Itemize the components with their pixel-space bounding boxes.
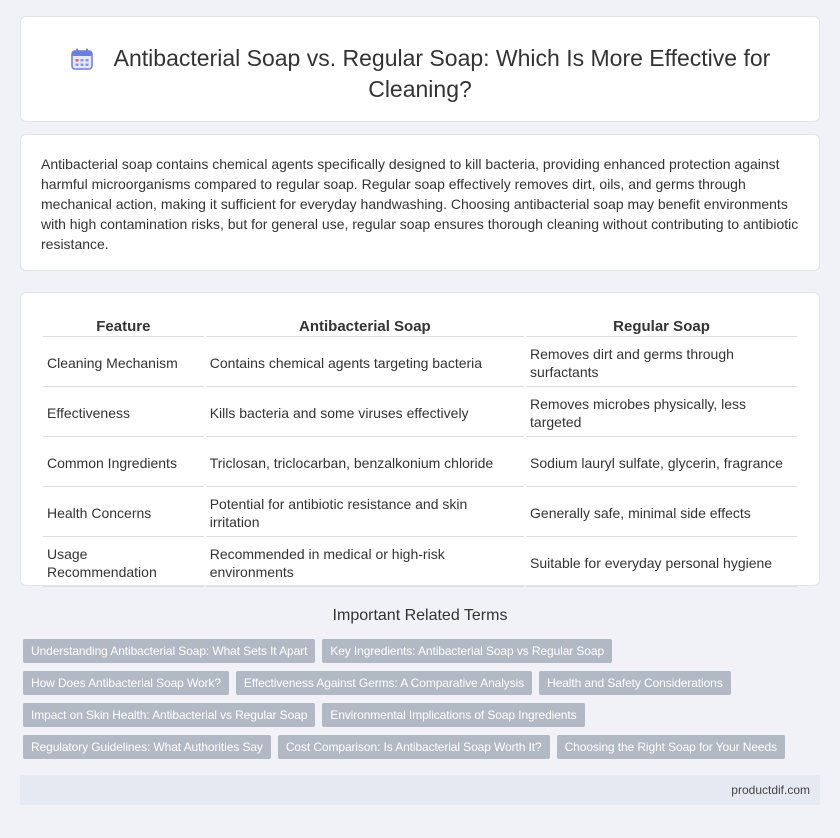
column-header-antibacterial: Antibacterial Soap [206, 316, 524, 337]
related-term-link[interactable]: Choosing the Right Soap for Your Needs [557, 735, 785, 759]
title-wrap [51, 43, 789, 104]
feature-cell: Cleaning Mechanism [43, 339, 204, 387]
related-terms-row [23, 703, 585, 727]
regular-cell: Suitable for everyday personal hygiene [526, 539, 797, 587]
regular-cell: Generally safe, minimal side effects [526, 489, 797, 537]
feature-cell: Usage Recommendation [43, 539, 204, 587]
antibacterial-cell: Triclosan, triclocarban, benzalkonium chloride [206, 439, 524, 487]
footer [20, 775, 820, 805]
related-term-link[interactable]: Effectiveness Against Germs: A Comparative Analysis [236, 671, 532, 695]
related-term-link[interactable]: Health and Safety Considerations [539, 671, 731, 695]
table-header-row [43, 316, 797, 337]
table-row [43, 339, 797, 387]
related-term-link[interactable]: How Does Antibacterial Soap Work? [23, 671, 229, 695]
table-row [43, 439, 797, 487]
table-row [43, 489, 797, 537]
related-term-link[interactable]: Cost Comparison: Is Antibacterial Soap Worth It? [278, 735, 550, 759]
page-title: Antibacterial Soap vs. Regular Soap: Which Is More Effective for Cleaning? [113, 45, 771, 102]
antibacterial-cell: Potential for antibiotic resistance and skin irritation [206, 489, 524, 537]
table-row [43, 389, 797, 437]
related-term-link[interactable]: Regulatory Guidelines: What Authorities Say [23, 735, 271, 759]
column-header-feature: Feature [43, 316, 204, 337]
antibacterial-cell: Contains chemical agents targeting bacteria [206, 339, 524, 387]
regular-cell: Removes microbes physically, less targeted [526, 389, 797, 437]
regular-cell: Sodium lauryl sulfate, glycerin, fragrance [526, 439, 797, 487]
feature-cell: Common Ingredients [43, 439, 204, 487]
header-card [20, 16, 820, 122]
intro-card [20, 134, 820, 271]
feature-cell: Health Concerns [43, 489, 204, 537]
comparison-table [41, 314, 799, 589]
related-terms-row [23, 735, 785, 759]
related-terms-row [23, 639, 612, 663]
calendar-icon [70, 47, 94, 71]
intro-paragraph: Antibacterial soap contains chemical agents specifically designed to kill bacteria, providing enhanced protection against harmful microorganisms compared to regular soap. Regular soap effectively removes dirt, oils, and germs through mechanical action, making it sufficient for everyday handwashing. Choosing antibacterial soap may benefit environments with high contamination risks, but for general use, regular soap ensures thorough cleaning without contributing to antibiotic resistance. [41, 156, 799, 252]
antibacterial-cell: Recommended in medical or high-risk environments [206, 539, 524, 587]
related-term-link[interactable]: Key Ingredients: Antibacterial Soap vs Regular Soap [322, 639, 612, 663]
related-term-link[interactable]: Impact on Skin Health: Antibacterial vs Regular Soap [23, 703, 315, 727]
related-term-link[interactable]: Understanding Antibacterial Soap: What Sets It Apart [23, 639, 315, 663]
table-row [43, 539, 797, 587]
antibacterial-cell: Kills bacteria and some viruses effectively [206, 389, 524, 437]
footer-site-link[interactable]: productdif.com [731, 783, 810, 797]
feature-cell: Effectiveness [43, 389, 204, 437]
column-header-regular: Regular Soap [526, 316, 797, 337]
related-terms-row [23, 671, 731, 695]
comparison-table-card [20, 292, 820, 586]
related-term-link[interactable]: Environmental Implications of Soap Ingredients [322, 703, 584, 727]
related-terms-title: Important Related Terms [332, 607, 508, 624]
regular-cell: Removes dirt and germs through surfactants [526, 339, 797, 387]
